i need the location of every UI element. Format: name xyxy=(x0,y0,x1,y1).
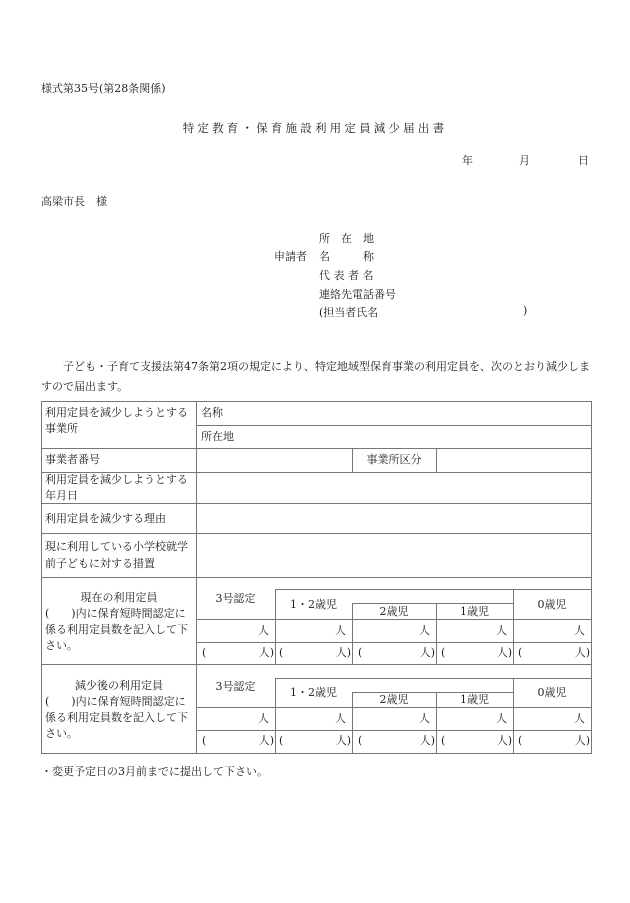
reduction-reason-input[interactable] xyxy=(197,504,590,532)
col-header-age2: 2歳児 xyxy=(379,605,409,618)
paren-open: ( xyxy=(279,734,284,747)
paren-unit-age1: 人) xyxy=(496,734,512,747)
header-line-age xyxy=(275,589,592,590)
row-divider xyxy=(196,642,592,643)
facility-address-label: 所在地 xyxy=(201,430,234,443)
paren-unit-age2: 人) xyxy=(419,646,435,659)
row-divider xyxy=(41,577,592,578)
contact-person-close-paren: ) xyxy=(523,304,528,317)
paren-open: ( xyxy=(441,646,446,659)
paren-open: ( xyxy=(202,734,207,747)
paren-unit-age2: 人) xyxy=(419,734,435,747)
reduction-date-input[interactable] xyxy=(197,473,590,502)
paren-open: ( xyxy=(358,734,363,747)
facility-name-input[interactable] xyxy=(240,402,590,424)
row-divider xyxy=(196,730,592,731)
facility-category-label: 事業所区分 xyxy=(366,453,422,466)
body-paragraph: 子ども・子育て支援法第47条第2項の規定により、特定地域型保育事業の利用定員を、次のとおり減少しますので届出ます。 xyxy=(41,360,590,393)
reduction-reason-label: 利用定員を減少する理由 xyxy=(45,512,166,525)
paren-unit-age12: 人) xyxy=(335,646,351,659)
unit-age0: 人 xyxy=(574,624,585,637)
unit-age1: 人 xyxy=(496,624,507,637)
paren-unit-age1: 人) xyxy=(496,646,512,659)
unit-age12: 人 xyxy=(335,712,346,725)
applicant-phone-label: 連絡先電話番号 xyxy=(319,288,396,301)
col-header-age0: 0歳児 xyxy=(537,686,567,699)
addressee: 高梁市長 様 xyxy=(41,195,107,208)
unit-age2: 人 xyxy=(419,712,430,725)
col-header-cert3: 3号認定 xyxy=(215,592,256,605)
paren-unit-cert3: 人) xyxy=(258,734,274,747)
unit-cert3: 人 xyxy=(258,712,269,725)
paren-unit-age0: 人) xyxy=(574,646,590,659)
unit-age0: 人 xyxy=(574,712,585,725)
form-number: 様式第35号(第28条関係) xyxy=(41,82,166,95)
contact-person-label: (担当者氏名 xyxy=(319,306,379,319)
paren-open: ( xyxy=(279,646,284,659)
col-header-age1: 1歳児 xyxy=(460,693,489,706)
col-header-cert3: 3号認定 xyxy=(215,680,256,693)
col-header-age12: 1・2歳児 xyxy=(290,598,337,611)
col-header-age0: 0歳児 xyxy=(537,598,567,611)
measures-input[interactable] xyxy=(197,534,590,576)
paren-unit-cert3: 人) xyxy=(258,646,274,659)
document-title: 特定教育・保育施設利用定員減少届出書 xyxy=(182,121,448,135)
current-capacity-note: ( )内に保育短時間認定に係る利用定員数を記入して下さい。 xyxy=(45,607,188,652)
after-reduction-note: ( )内に保育短時間認定に係る利用定員数を記入して下さい。 xyxy=(45,695,188,740)
applicant-name-label: 名 称 xyxy=(319,250,374,263)
applicant-representative-label: 代 表 者 名 xyxy=(319,269,374,282)
operator-number-input[interactable] xyxy=(197,449,351,471)
facility-label: 利用定員を減少しようとする事業所 xyxy=(45,406,188,435)
facility-category-input[interactable] xyxy=(437,449,590,471)
current-capacity-title: 現在の利用定員 xyxy=(80,591,158,604)
unit-age12: 人 xyxy=(335,624,346,637)
header-line-age xyxy=(275,678,592,679)
paren-open: ( xyxy=(441,734,446,747)
paren-open: ( xyxy=(202,646,207,659)
facility-address-input[interactable] xyxy=(250,426,590,447)
paren-open: ( xyxy=(518,646,523,659)
reduction-date-label: 利用定員を減少しようとする年月日 xyxy=(45,473,188,502)
footnote: ・変更予定日の3月前までに提出して下さい。 xyxy=(41,765,268,778)
date-day-label: 日 xyxy=(578,154,589,167)
unit-age2: 人 xyxy=(419,624,430,637)
measures-label: 現に利用している小学校就学前子どもに対する措置 xyxy=(45,540,188,570)
after-reduction-title: 減少後の利用定員 xyxy=(75,679,163,692)
col-header-age1: 1歳児 xyxy=(460,605,489,618)
operator-number-label: 事業者番号 xyxy=(45,453,100,466)
col-header-age12: 1・2歳児 xyxy=(290,686,337,699)
applicant-label: 申請者 xyxy=(274,250,307,263)
applicant-address-label: 所 在 地 xyxy=(319,232,374,245)
date-year-label: 年 xyxy=(462,154,473,167)
paren-unit-age0: 人) xyxy=(574,734,590,747)
paren-open: ( xyxy=(358,646,363,659)
facility-name-label: 名称 xyxy=(201,406,223,419)
col-header-age2: 2歳児 xyxy=(379,693,409,706)
section-divider xyxy=(41,664,592,665)
date-month-label: 月 xyxy=(519,154,530,167)
unit-age1: 人 xyxy=(496,712,507,725)
paren-unit-age12: 人) xyxy=(335,734,351,747)
paren-open: ( xyxy=(518,734,523,747)
table-border-bottom xyxy=(41,753,592,754)
unit-cert3: 人 xyxy=(258,624,269,637)
